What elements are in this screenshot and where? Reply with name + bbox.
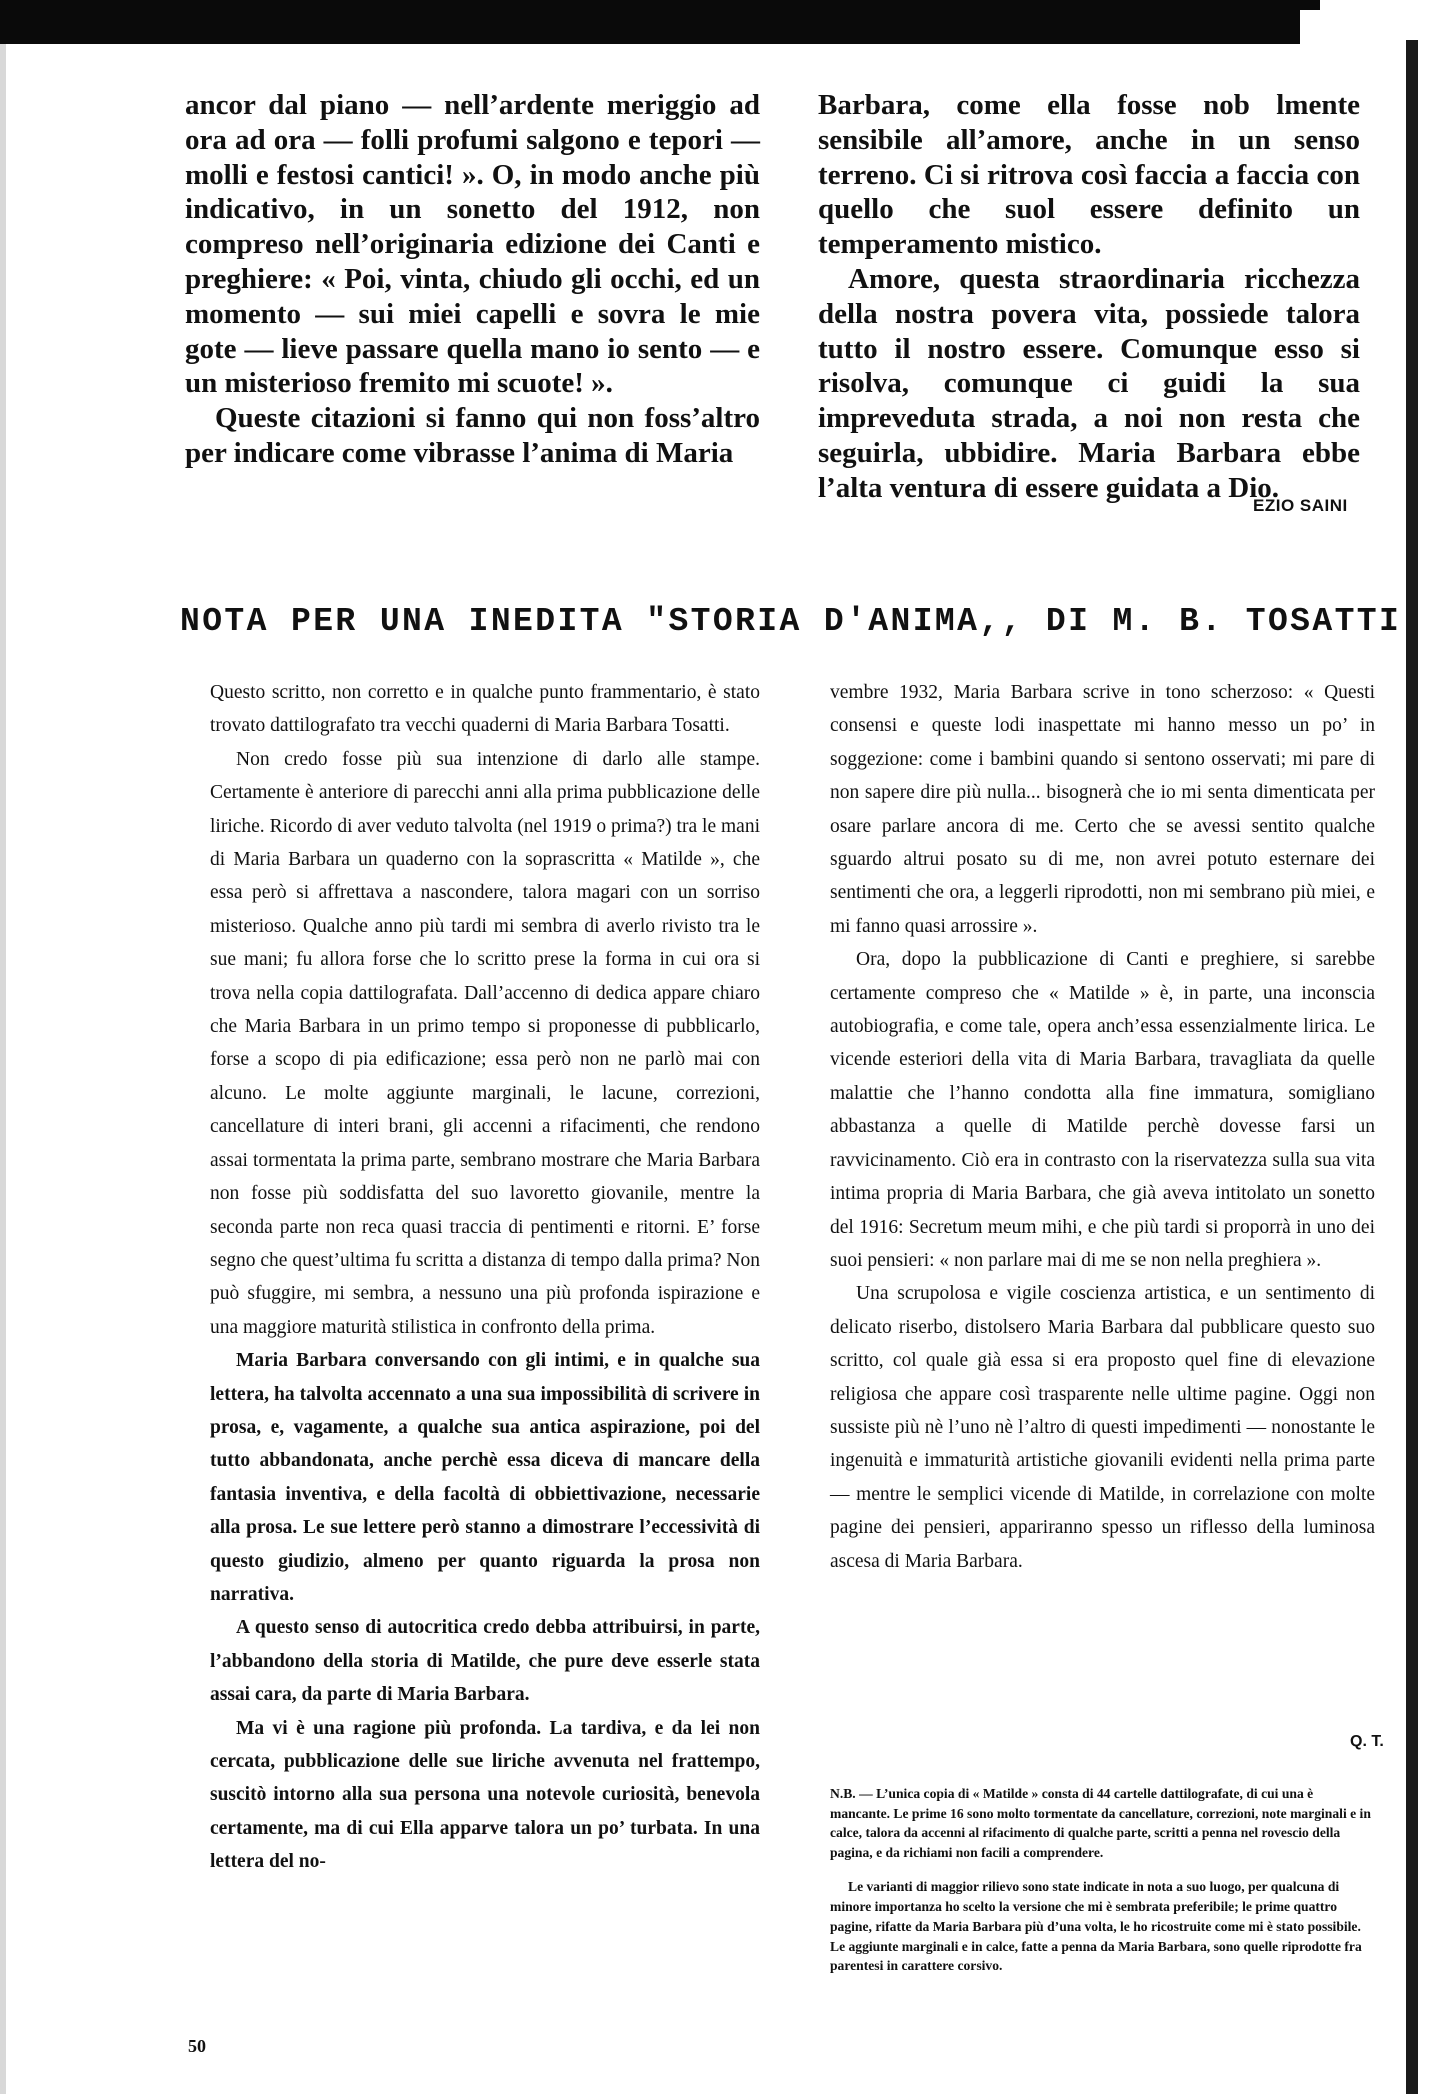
footnotes (830, 1770, 1375, 1990)
scan-edge-shadow (0, 0, 6, 2094)
paragraph: Ma vi è una ragione più profonda. La tardiva, e da lei non cercata, pubblicazione delle sue liriche avvenuta nel frattempo, suscitò intorno alla sua persona una notevole curiosità, benevola certamente, ma di cui Ella apparve talora un po’ turbata. In una lettera del no- (210, 1717, 760, 1873)
paragraph: vembre 1932, Maria Barbara scrive in tono scherzoso: « Questi consensi e queste lodi inaspettate mi hanno messo un po’ in soggezione: come i bambini quando si sentono osservati; mi pare di non sapere dire più nulla... bisognerà che io mi senta dimenticata per osare parlare ancora di me. Certo che se avessi sentito qualche sguardo altrui posato su di me, non avrei potuto esternare dei sentimenti che ora, a leggerli riprodotti, non mi sembrano più miei, e mi fanno quasi arrossire ». (830, 682, 1375, 937)
paragraph: Non credo fosse più sua intenzione di darlo alle stampe. Certamente è anteriore di parecchi anni alla prima pubblicazione delle liriche. Ricordo di aver veduto talvolta (nel 1919 o prima?) tra le mani di Maria Barbara un quaderno con la soprascritta « Matilde », che essa però si affrettava a nascondere, talora magari con un sorriso misterioso. Qualche anno più tardi mi sembra di averlo rivisto tra le sue mani; fu allora forse che lo scritto prese la forma in cui ora si trova nella copia dattilografata. Dall’accenno di dedica appare chiaro che Maria Barbara in un primo tempo si proponesse di pubblicarlo, forse a scopo di pia edificazione; essa però non ne parlò mai con alcuno. Le molte aggiunte marginali, le lacune, correzioni, cancellature di interi brani, gli accenni a rifacimenti, che rendono assai tormentata la prima parte, sembrano mostrare che Maria Barbara non fosse più soddisfatta del suo lavoretto giovanile, mentre la seconda parte non reca quasi traccia di pentimenti e ritorni. E’ forse segno che quest’ultima fu scritta a distanza di tempo dalla prima? Non può sfuggire, mi sembra, a nessuno una più profonda ispirazione e una maggiore maturità stilistica in confronto della prima. (210, 748, 760, 1338)
article-right-column (830, 676, 1375, 1578)
paragraph: Queste citazioni si fanno qui non foss’altro per indicare come vibrasse l’anima di Maria (185, 402, 760, 469)
scan-right-border (1406, 40, 1418, 2094)
paragraph: Amore, questa straordinaria ricchezza della nostra povera vita, possiede talora tutto il nostro essere. Comunque esso si risolva, comunque ci guidi la sua impreveduta strada, a noi non resta che seguirla, ubbidire. Maria Barbara ebbe l’alta ventura di essere guidata a Dio. (818, 262, 1360, 504)
author-initials: Q. T. (1350, 1733, 1384, 1750)
author-signature: EZIO SAINI (1253, 496, 1348, 515)
footnote: N.B. — L’unica copia di « Matilde » consta di 44 cartelle dattilografate, di cui una è mancante. Le prime 16 sono molto tormentate da cancellature, correzioni, note marginali e in calce, talora da accenni al rifacimento di qualche parte, scritti a penna nel rovescio della pagina, e da richiami non facili a comprendere. (830, 1785, 1371, 1861)
paragraph: Barbara, come ella fosse nob lmente sensibile all’amore, anche in un senso terreno. Ci si ritrova così faccia a faccia con quello che suol essere definito un temperamento mistico. (818, 89, 1360, 261)
top-right-column (818, 88, 1360, 506)
paragraph: Ora, dopo la pubblicazione di Canti e preghiere, si sarebbe certamente compreso che « Matilde » è, in parte, una inconscia autobiografia, e come tale, opera anch’essa essenzialmente lirica. Le vicende esteriori della vita di Maria Barbara, travagliata da quelle malattie che l’hanno condotta alla fine immatura, somigliano abbastanza a quelle di Matilde perchè dovesse farsi un ravvicinamento. Ciò era in contrasto con la riservatezza sulla sua vita intima propria di Maria Barbara, che già aveva intitolato un sonetto del 1916: Secretum meum mihi, e che più tardi si proporrà in uno dei suoi pensieri: « non parlare mai di me se non nella preghiera ». (830, 949, 1375, 1271)
paragraph: Una scrupolosa e vigile coscienza artistica, e un sentimento di delicato riserbo, distolsero Maria Barbara dal pubblicare questo suo scritto, col quale già essa si era proposto quel fine di elevazione religiosa che appare così trasparente nelle ultime pagine. Oggi non sussiste più nè l’uno nè l’altro di questi impedimenti — nonostante le ingenuità e immaturità artistiche giovanili evidenti nella prima parte — mentre le semplici vicende di Matilde, in correlazione con molte pagine dei pensieri, appariranno spesso un riflesso della luminosa ascesa di Maria Barbara. (830, 1283, 1375, 1572)
article-left-column (210, 676, 760, 1879)
paragraph: A questo senso di autocritica credo debba attribuirsi, in parte, l’abbandono della storia di Matilde, che pure deve esserle stata assai cara, da parte di Maria Barbara. (210, 1617, 760, 1706)
top-left-column (185, 88, 760, 471)
paragraph: Questo scritto, non corretto e in qualche punto frammentario, è stato trovato dattilografato tra vecchi quaderni di Maria Barbara Tosatti. (210, 682, 760, 737)
paragraph: ancor dal piano — nell’ardente meriggio ad ora ad ora — folli profumi salgono e tepori — molli e festosi cantici! ». O, in modo anche più indicativo, in un sonetto del 1912, non compreso nell’originaria edizione dei Canti e preghiere: « Poi, vinta, chiudo gli occhi, ed un momento — sui miei capelli e sovra le mie gote — lieve passare quella mano io sento — e un misterioso fremito mi scuote! ». (185, 89, 760, 400)
article-title: NOTA PER UNA INEDITA "STORIA D'ANIMA,, DI M. B. TOSATTI (180, 603, 1402, 640)
footnote: Le varianti di maggior rilievo sono state indicate in nota a suo luogo, per qualcuna di minore importanza ho scelto la versione che mi è sembrata preferibile; le prime quattro pagine, rifatte da Maria Barbara più d’una volta, le ho ricostruite come mi è stato possibile. Le aggiunte marginali e in calce, fatte a penna da Maria Barbara, sono quelle riprodotte fra parentesi in carattere corsivo. (830, 1878, 1362, 1974)
scan-top-border (0, 0, 1320, 44)
page-number: 50 (188, 2036, 206, 2056)
paragraph: Maria Barbara conversando con gli intimi, e in qualche sua lettera, ha talvolta accennato a una sua impossibilità di scrivere in prosa, e, vagamente, a qualche sua antica aspirazione, poi del tutto abbandonata, anche perchè essa diceva di mancare della fantasia inventiva, e della facoltà di obbiettivazione, necessarie alla prosa. Le sue lettere però stanno a dimostrare l’eccessività di questo giudizio, almeno per quanto riguarda la prosa non narrativa. (210, 1350, 760, 1605)
